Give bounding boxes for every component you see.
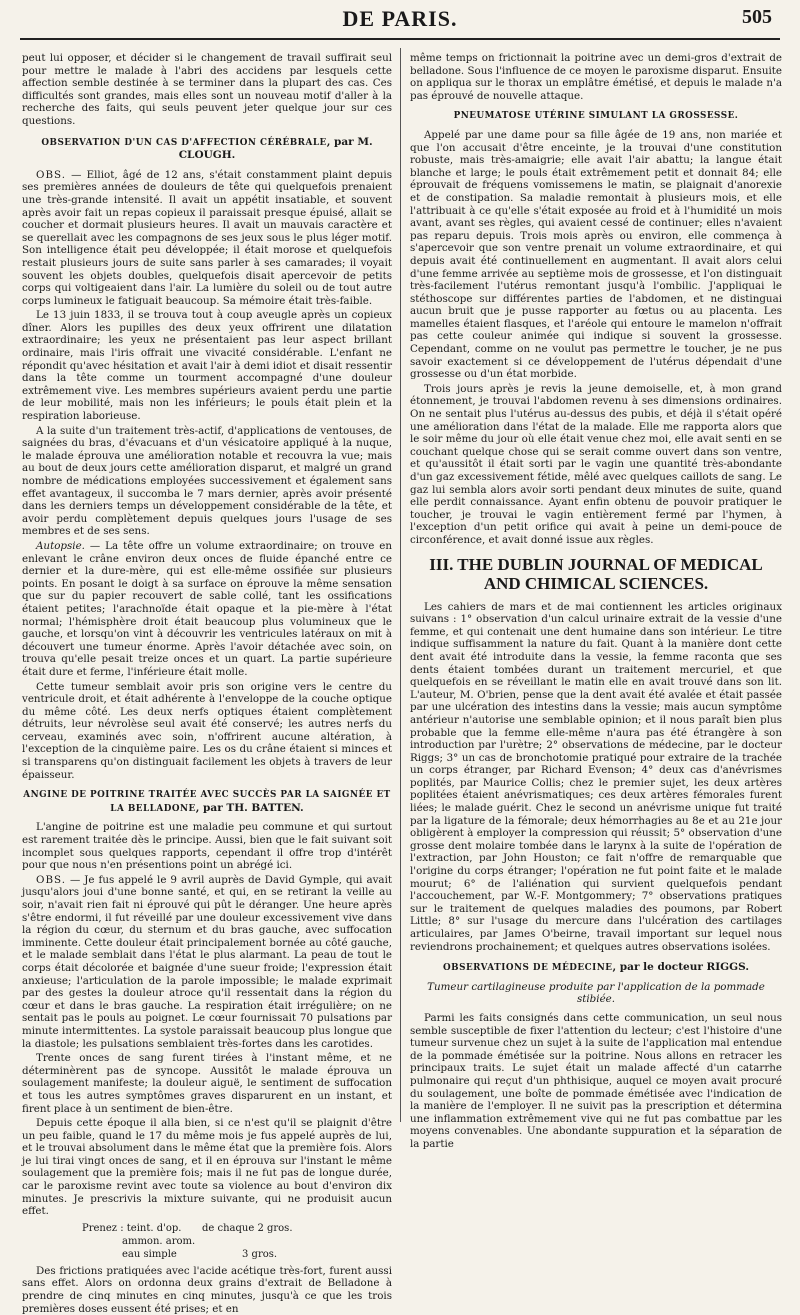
rx-dose: 3 gros. bbox=[242, 1248, 278, 1260]
section-author: , par TH. BATTEN. bbox=[195, 801, 304, 814]
section-heading-clough bbox=[22, 136, 392, 163]
paragraph: Des frictions pratiquées avec l'acide acétique très-fort, furent aussi sans effet. Alors on ordonna deux grains d'extrait de Belladone à prendre de cinq minutes en cinq minutes, jusqu'à ce que les trois premières doses eussent été prises; et en bbox=[22, 1264, 392, 1315]
section-heading-pneumatose: PNEUMATOSE UTÉRINE SIMULANT LA GROSSESSE. bbox=[453, 111, 739, 122]
section-author: , par M. CLOUGH. bbox=[178, 135, 373, 162]
page-header bbox=[20, 6, 780, 36]
prescription bbox=[82, 1222, 392, 1261]
obs-label: OBS. bbox=[36, 168, 66, 181]
paragraph: Parmi les faits consignés dans cette communication, un seul nous semble susceptible de fixer l'attention du lecteur; c'est l'histoire d'une tumeur survenue chez un sujet à la suite de l'application mal entendue de la pommade émétisée sur la poitrine. Nous allons en retracer les principaux traits. Le sujet était un malade affecté d'un catarrhe pulmonaire qui reçut d'un phthisique, auquel ce moyen avait procuré du soulagement, une boîte de pommade émétisée avec l'indication de la manière de l'employer. Il ne suivit pas la prescription et détermina une inflammation extrêmement vive qui ne fut pas combattue par les moyens convenables. Une abondante suppuration et la séparation de la partie bbox=[410, 1011, 782, 1150]
article-subtitle: Tumeur cartilagineuse produite par l'application de la pommade stibiée. bbox=[427, 980, 765, 1006]
rx-ingredient: ammon. arom. bbox=[122, 1235, 196, 1247]
paragraph: Les cahiers de mars et de mai contiennent les articles originaux suivans : 1° observation d'un calcul urinaire extrait de la vessie d'une femme, et qui contenait une dent humaine dans son intérieur. Le titre indique suffisamment la nature du fait. Quant à la manière dont cette dent avait été introduite dans la vessie, la femme raconta que ses dents étaient tombées durant un traitement mercuriel, et que quelquefois en se réveillant le matin elle en avait trouvé dans son lit. L'auteur, M. O'brien, pense que la dent avait été avalée et était passée par une ulcération des intestins dans la vessie; mais aucun symptôme antérieur n'autorise une semblable opinion; et il nous paraît bien plus probable que la femme elle-même n'aura pas été étrangère à son introduction par l'urètre; 2° observations de médecine, par le docteur Riggs; 3° un cas de bronchotomie pratiqué pour extraire de la trachée un corps étranger, par Richard Evenson; 4° deux cas d'anévrismes poplités, par Maurice Collis; chez le premier sujet, les deux artères poplitées étaient anévrismatiques; ces deux artères fémorales furent liées; le malade guérit. Chez le second un anévrisme unique fut traité par la ligature de la fémorale; deux hémorrhagies au 8e et au 21e jour obligèrent à employer la compression qui réussit; 5° observation d'une grosse dent molaire tombée dans le larynx à la suite de l'opération de l'extraction, par John Houston; ce fait n'offre de remarquable que l'origine du corps étranger; l'opération ne fut point faite et le malade mourut; 6° de l'aliénation qui survient quelquefois pendant l'accouchement, par W.-F. Montgommery; 7° observations pratiques sur le traitement de quelques maladies des poumons, par Robert Little; 8° sur l'usage du mercure dans l'ulcération des cartilages articulaires, par James O'beirne, travail important sur lequel nous reviendrons prochainement; et quelques autres observations isolées. bbox=[410, 600, 782, 953]
page-number: 505 bbox=[742, 6, 772, 28]
obs-text: — Je fus appelé le 9 avril auprès de David Gymple, qui avait jusqu'alors joui d'une bonne santé, et qui, en se retirant la veille au soir, n'avait rien fait ni éprouvé qui pût le déranger. Une heure après s'être endormi, il fut réveillé par une douleur excessivement vive dans la région du cœur, du sternum et du bras gauche, avec suffocation imminente. Cette douleur était principalement bornée au côté gauche, et le malade semblait dans l'état le plus alarmant. La peau de tout le corps était décolorée et baignée d'une sueur froide; l'expression était anxieuse; l'articulation de la parole impossible; le malade exprimait par des gestes la douleur atroce qu'il ressentait dans la région du cœur et dans le bras gauche. La respiration était irrégulière; on ne sentait pas le pouls au poignet. Le cœur fournissait 70 pulsations par minute intermittentes. La systole paraissait beaucoup plus longue que la diastole; les pulsations semblaient très-fortes dans les carotides. bbox=[22, 873, 392, 1050]
paragraph: Depuis cette époque il alla bien, si ce n'est qu'il se plaignit d'être un peu faible, quand le 17 du même mois je fus appelé auprès de lui, et le trouvai absolument dans le même état que la première fois. Alors je lui tirai vingt onces de sang, et il en éprouva sur l'instant le même soulagement que la première fois; mais il ne fut pas de longue durée, car le paroxisme revint avec toute sa violence au bout d'environ dix minutes. Je prescrivis la mixture suivante, qui ne produisit aucun effet. bbox=[22, 1117, 392, 1218]
paragraph: peut lui opposer, et décider si le changement de travail suffirait seul pour mettre le malade à l'abri des accidens par lesquels cette affection semble destinée à se terminer dans la plupart des cas. Ces difficultés sont grandes, mais elles sont un nouveau motif d'aller à la recherche des faits, qui seuls peuvent jeter quelque jour sur ces questions. bbox=[22, 52, 392, 127]
paragraph: Cette tumeur semblait avoir pris son origine vers le centre du ventricule droit, et était adhérente à l'enveloppe de la couche optique du même côté. Les deux nerfs optiques étaient complètement détruits, leur névrolèse seul avait été conservé; les autres nerfs du cerveau, examinés avec soin, n'offrirent aucune altération, à l'exception de la cinquième paire. Les os du crâne étaient si minces et si transparens qu'on distinguait facilement les objets à travers de leur épaisseur. bbox=[22, 680, 392, 781]
paragraph: Trente onces de sang furent tirées à l'instant même, et ne déterminèrent pas de syncope. Aussitôt le malade éprouva un soulagement manifeste; la douleur aiguë, le sentiment de suffocation et tous les autres symptômes graves disparurent en un instant, et firent place à un sentiment de bien-être. bbox=[22, 1052, 392, 1115]
header-rule bbox=[20, 38, 780, 40]
section-title: OBSERVATION D'UN CAS D'AFFECTION CÉRÉBRALE bbox=[41, 137, 327, 148]
section-author: , par le docteur RIGGS. bbox=[612, 961, 749, 974]
obs-label: OBS. bbox=[36, 873, 66, 886]
rx-dose: de chaque 2 gros. bbox=[202, 1222, 293, 1234]
section-heading-riggs bbox=[410, 961, 782, 975]
running-title: DE PARIS. bbox=[342, 6, 458, 31]
paragraph: Appelé par une dame pour sa fille âgée de 19 ans, non mariée et que l'on accusait d'être enceinte, je la trouvai d'une constitution robuste, mais très-amaigrie; elle avait l'air abattu; la langue était blanche et large; le pouls était extrêmement petit et donnait 84; elle éprouvait de fréquens vomissemens le matin, se plaignait d'anorexie et de constipation. Sa maladie remontait à plusieurs mois, et elle l'attribuait à ce qu'elle s'était exposée au froid et à l'humidité un mois avant, avant ses règles, qui avaient cessé de continuer; elles n'avaient pas reparu depuis. Trois mois après ou environ, elle commença à s'apercevoir que son ventre prenait un volume extraordinaire, et qui depuis avait été continuellement en augmentant. Il avait alors celui d'une femme arrivée au septième mois de grossesse, et l'on distinguait très-facilement l'utérus remontant jusqu'à l'ombilic. J'appliquai le stéthoscope sur différentes parties de l'abdomen, et ne distinguai aucun bruit que je pusse rapporter au fœtus ou au placenta. Les mamelles étaient flasques, et l'aréole qui entoure le mamelon n'offrait pas cette couleur animée qui indique si souvent la grossesse. Cependant, comme on ne voulut pas permettre le toucher, je ne pus savoir exactement si ce développement de l'utérus dépendait d'une grossesse ou d'un état morbide. bbox=[410, 128, 782, 381]
paragraph: A la suite d'un traitement très-actif, d'applications de ventouses, de saignées du bras, d'évacuans et d'un vésicatoire appliqué à la nuque, le malade éprouva une amélioration notable et recouvra la vue; mais au bout de deux jours cette amélioration disparut, et malgré un grand nombre de médications employées successivement et également sans effet avantageux, il succomba le 7 mars dernier, après avoir présenté dans les derniers temps un développement considérable de la tête, et avoir perdu complètement depuis quelques jours l'usage de ses membres et de ses sens. bbox=[22, 424, 392, 538]
section-heading-batten bbox=[22, 789, 392, 815]
rx-ingredient: eau simple bbox=[122, 1248, 177, 1260]
autopsy-text: — La tête offre un volume extraordinaire; on trouve en enlevant le crâne environ deux onces de fluide épanché entre ce dernier et la dure-mère, qui est elle-même ossifiée sur plusieurs points. En posant le doigt à sa surface on éprouve la même sensation que sur du papier recouvert de sable collé, tant les ossifications étaient petites; l'arachnoïde était opaque et la pie-mère à l'état normal; l'hémisphère droit était beaucoup plus volumineux que le gauche, et lorsqu'on vint à découvrir les ventricules latéraux on mit à découvert une tumeur énorme. Après l'avoir détachée avec soin, on trouva qu'elle pesait treize onces et un quart. La partie supérieure était dure et ferme, l'inférieure était molle. bbox=[22, 539, 392, 678]
paragraph: Trois jours après je revis la jeune demoiselle, et, à mon grand étonnement, je trouvai l'abdomen revenu à ses dimensions ordinaires. On ne sentait plus l'utérus au-dessus des pubis, et déjà il s'était opéré une amélioration dans l'état de la malade. Elle me rapporta alors que le soir même du jour où elle était venue chez moi, elle avait senti en se couchant quelque chose qui se serait comme ouvert dans son ventre, et qu'aussitôt il était sorti par le vagin une quantité très-abondante d'un gaz excessivement fétide, mêlé avec quelques caillots de sang. Le gaz lui sembla alors avoir sorti pendant deux minutes de suite, quand elle perdit connaissance. Ayant enfin obtenu de pouvoir pratiquer le toucher, je trouvai le vagin entièrement fermé par l'hymen, à l'exception d'un petit orifice qui avait à peine un demi-pouce de circonférence, et avait donné issue aux règles. bbox=[410, 382, 782, 546]
autopsy-paragraph bbox=[22, 540, 392, 679]
journal-heading: III. THE DUBLIN JOURNAL OF MEDICAL AND CHIMICAL SCIENCES. bbox=[429, 554, 763, 593]
paragraph: L'angine de poitrine est une maladie peu commune et qui surtout est rarement traitée dès le principe. Aussi, bien que le fait suivant soit incomplet sous quelques rapports, cependant il offre trop d'intérêt pour que nous n'en présentions point un abrégé ici. bbox=[22, 821, 392, 872]
observation-paragraph bbox=[22, 169, 392, 308]
left-column bbox=[22, 52, 392, 1315]
observation-paragraph bbox=[22, 874, 392, 1050]
section-title: OBSERVATIONS DE MÉDECINE bbox=[443, 963, 613, 974]
autopsy-label: Autopsie. bbox=[36, 539, 85, 552]
rx-ingredient: Prenez : teint. d'op. bbox=[82, 1222, 182, 1234]
paragraph: même temps on frictionnait la poitrine avec un demi-gros d'extrait de belladone. Sous l'influence de ce moyen le paroxisme disparut. Ensuite on appliqua sur le thorax un emplâtre émétisé, et depuis le malade n'a pas éprouvé de nouvelle attaque. bbox=[410, 52, 782, 102]
paragraph: Le 13 juin 1833, il se trouva tout à coup aveugle après un copieux dîner. Alors les pupilles des deux yeux offrirent une dilatation extraordinaire; les yeux ne présentaient pas leur aspect brillant ordinaire, mais l'iris offrait une vivacité considérable. L'enfant ne répondit qu'avec hésitation et avait l'air à demi idiot et disait ressentir dans la tête comme un tourment accompagné d'une douleur extrêmement vive. Les membres supérieurs avaient perdu une partie de leur mobilité, mais non les inférieurs; le pouls était plein et la respiration laborieuse. bbox=[22, 309, 392, 423]
right-column bbox=[410, 52, 782, 1150]
obs-text: — Elliot, âgé de 12 ans, s'était constamment plaint depuis ses premières années de douleurs de tête qui quelquefois prenaient une très-grande intensité. Il avait un appétit insatiable, et souvent après avoir fait un repas copieux il paraissait presque épuisé, allait se coucher et dormait plusieurs heures. Il avait un mauvais caractère et se querellait avec les compagnons de ses jeux sous le plus léger motif. Son intelligence était peu développée; il était morose et quelquefois restait plusieurs jours de suite sans parler à ses camarades; il voyait souvent les objets doubles, quelquefois disait apercevoir de petits corps qui voltigeaient dans l'air. La lumière du soleil ou de tout autre corps lumineux le fatiguait beaucoup. Sa mémoire était très-faible. bbox=[22, 168, 392, 307]
section-title: ANGINE DE POITRINE TRAITÉE AVEC SUCCÈS PAR LA SAIGNÉE ET LA BELLADONE bbox=[23, 790, 391, 814]
column-divider bbox=[400, 48, 401, 1122]
